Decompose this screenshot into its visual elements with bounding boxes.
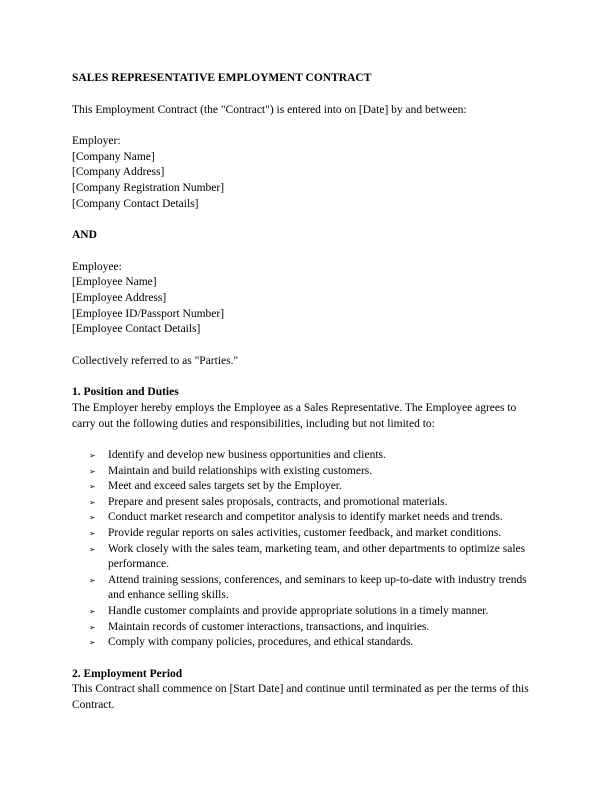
- list-item: [89, 448, 542, 464]
- employee-id-number: [Employee ID/Passport Number]: [72, 307, 225, 320]
- list-item-text: Maintain records of customer interactions, transactions, and inquiries.: [108, 620, 430, 633]
- list-item-text: Attend training sessions, conferences, and seminars to keep up-to-date with industry trends and enhance selling skills.: [108, 573, 527, 602]
- employee-label: Employee:: [72, 260, 122, 273]
- duties-list: [72, 448, 542, 651]
- list-item: [89, 479, 542, 495]
- employer-contact-details: [Company Contact Details]: [72, 197, 199, 210]
- employer-label: Employer:: [72, 135, 121, 148]
- section-position-duties: [72, 385, 542, 651]
- list-item: [89, 604, 542, 620]
- arrowhead-bullet-icon: ➢: [89, 575, 96, 585]
- and-separator: AND: [72, 229, 97, 242]
- list-item-text: Work closely with the sales team, marketing team, and other departments to optimize sales performance.: [108, 542, 526, 571]
- list-item-text: Identify and develop new business opportunities and clients.: [108, 449, 386, 462]
- list-item-text: Maintain and build relationships with existing customers.: [108, 464, 373, 477]
- arrowhead-bullet-icon: ➢: [89, 529, 96, 539]
- list-item: [89, 542, 542, 573]
- list-item-text: Meet and exceed sales targets set by the Employer.: [108, 480, 342, 493]
- employee-block: [72, 260, 542, 338]
- list-item: [89, 495, 542, 511]
- intro-paragraph: This Employment Contract (the "Contract") is entered into on [Date] by and between:: [72, 103, 467, 116]
- section-employment-period: [72, 667, 542, 714]
- employer-registration-number: [Company Registration Number]: [72, 181, 225, 194]
- section-2-body: This Contract shall commence on [Start Date] and continue until terminated as per the terms of this Contract.: [72, 683, 529, 711]
- employer-company-address: [Company Address]: [72, 166, 165, 179]
- employer-block: [72, 134, 542, 212]
- list-item: [89, 526, 542, 542]
- list-item-text: Prepare and present sales proposals, contracts, and promotional materials.: [108, 495, 448, 508]
- arrowhead-bullet-icon: ➢: [89, 513, 96, 523]
- collective-reference: Collectively referred to as "Parties.": [72, 354, 239, 367]
- arrowhead-bullet-icon: ➢: [89, 607, 96, 617]
- section-1-heading: 1. Position and Duties: [72, 386, 179, 399]
- document-body: [72, 71, 542, 714]
- employee-address: [Employee Address]: [72, 291, 167, 304]
- arrowhead-bullet-icon: ➢: [89, 482, 96, 492]
- list-item-text: Handle customer complaints and provide appropriate solutions in a timely manner.: [108, 605, 489, 618]
- list-item-text: Provide regular reports on sales activities, customer feedback, and market conditions.: [108, 527, 502, 540]
- list-item: [89, 635, 542, 651]
- arrowhead-bullet-icon: ➢: [89, 466, 96, 476]
- document-title: SALES REPRESENTATIVE EMPLOYMENT CONTRACT: [72, 72, 372, 84]
- employee-contact-details: [Employee Contact Details]: [72, 323, 201, 336]
- list-item-text: Comply with company policies, procedures, and ethical standards.: [108, 636, 414, 649]
- arrowhead-bullet-icon: ➢: [89, 638, 96, 648]
- arrowhead-bullet-icon: ➢: [89, 622, 96, 632]
- section-1-body: The Employer hereby employs the Employee as a Sales Representative. The Employee agrees to carry out the following duties and responsibilities, including but not limited to:: [72, 401, 517, 430]
- arrowhead-bullet-icon: ➢: [89, 497, 96, 507]
- list-item: [89, 620, 542, 636]
- arrowhead-bullet-icon: ➢: [89, 544, 96, 554]
- employer-company-name: [Company Name]: [72, 150, 155, 163]
- list-item-text: Conduct market research and competitor analysis to identify market needs and trends.: [108, 511, 503, 524]
- section-2-heading: 2. Employment Period: [72, 667, 183, 680]
- list-item: [89, 573, 542, 604]
- list-item: [89, 464, 542, 480]
- arrowhead-bullet-icon: ➢: [89, 451, 96, 461]
- employee-name: [Employee Name]: [72, 276, 157, 289]
- list-item: [89, 510, 542, 526]
